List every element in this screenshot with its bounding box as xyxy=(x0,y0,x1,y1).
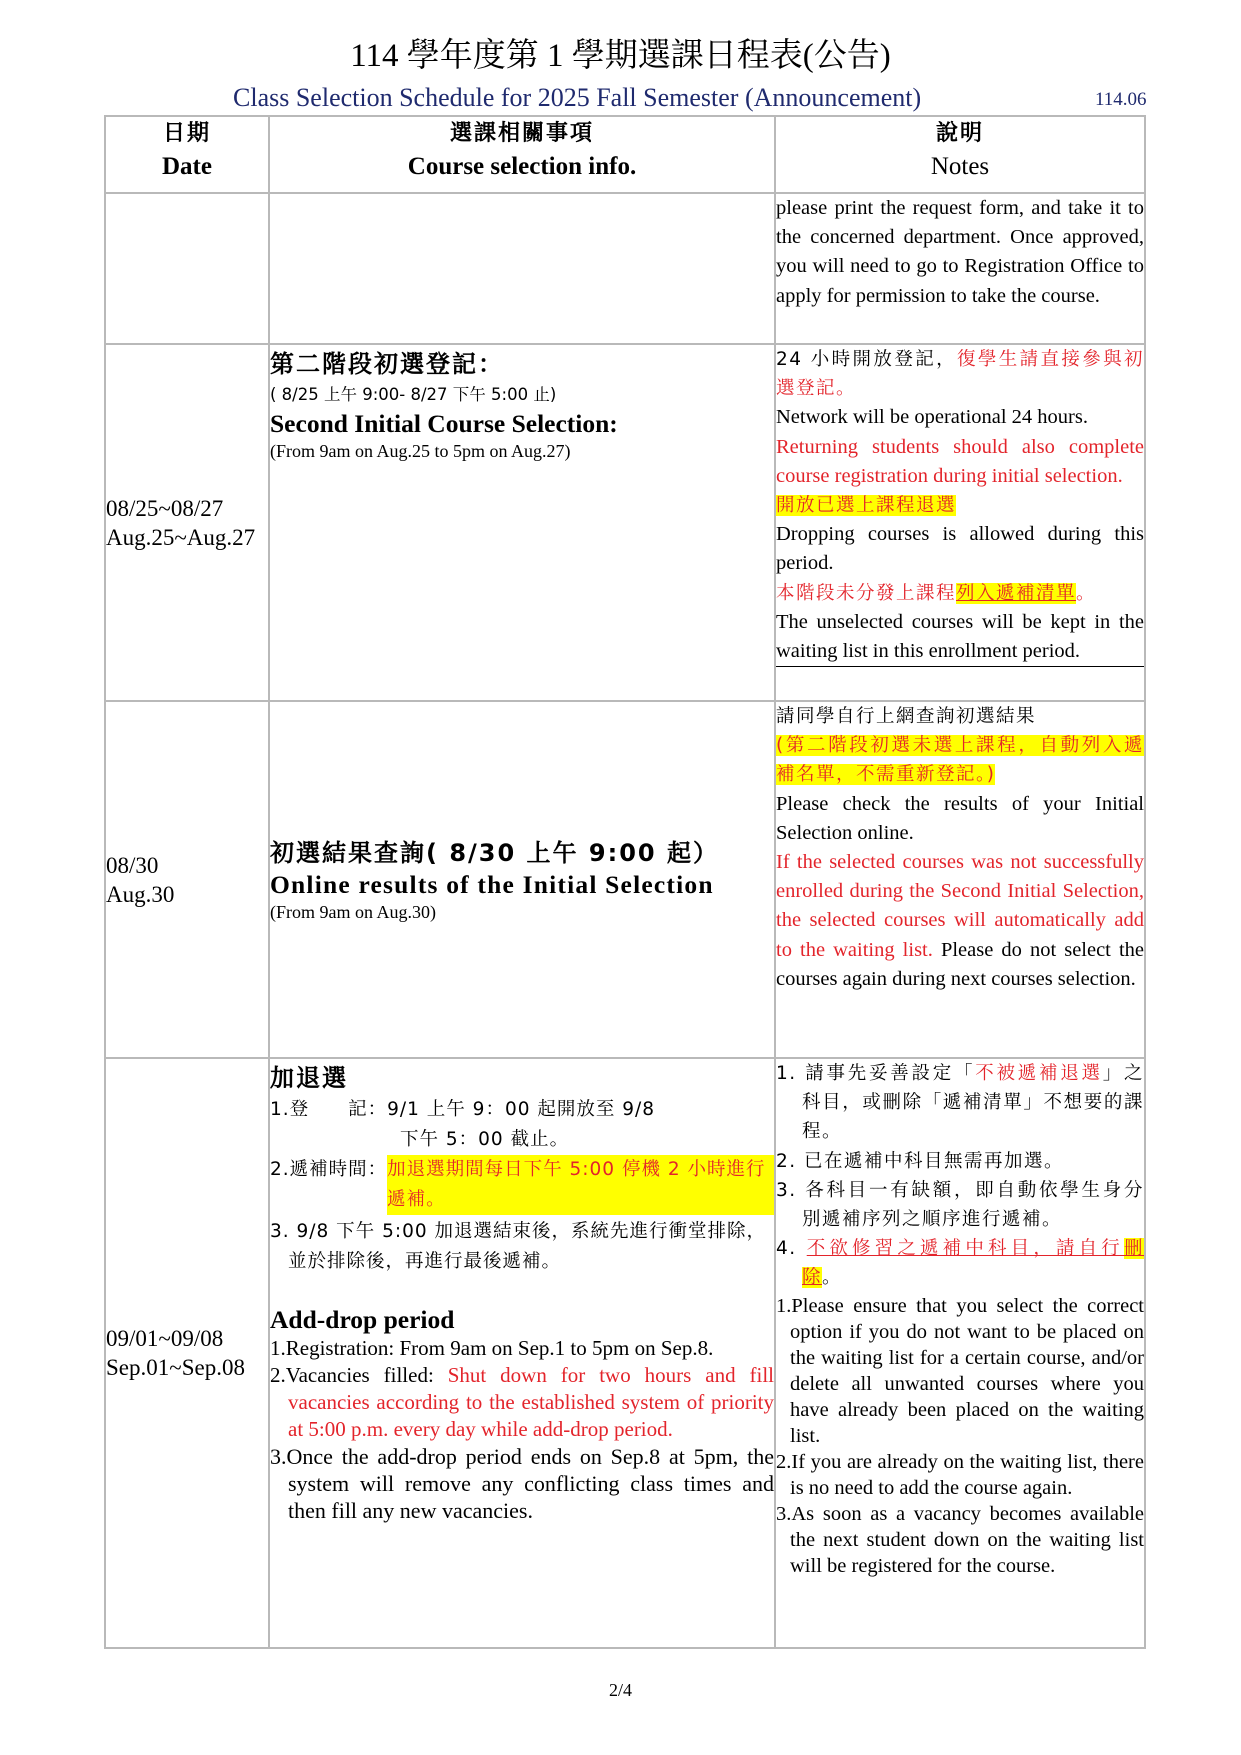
note-text: Dropping courses is allowed during this period. xyxy=(776,523,1144,575)
table-header-row xyxy=(105,116,1145,193)
schedule-table xyxy=(104,115,1146,1649)
table-row xyxy=(105,193,1145,344)
note-zh-end: 。 xyxy=(1076,582,1097,604)
info-cell xyxy=(269,1058,775,1648)
info-item-zh: 3. 9/8 下午 5:00 加退選結束後，系統先進行衝堂排除，並於排除後，再進行最後遞補。 xyxy=(270,1221,766,1272)
notes-cell xyxy=(775,1058,1145,1648)
info-time-en: (From 9am on Aug.25 to 5pm on Aug.27) xyxy=(270,441,571,461)
note-zh-red: 本階段未分發上課程 xyxy=(776,582,957,604)
date-numeric: 09/01~09/08 xyxy=(106,1326,224,1351)
note-zh: 1. 請事先妥善設定「 xyxy=(776,1063,976,1084)
header-date xyxy=(105,116,269,193)
info-title-en: Add-drop period xyxy=(270,1305,455,1334)
note-text: The unselected courses will be kept in the waiting list in this enrollment period. xyxy=(776,608,1144,667)
note-zh-highlight: (第二階段初選未選上課程，自動列入遞補名單，不需重新登記。) xyxy=(776,735,1144,786)
notes-cell xyxy=(775,344,1145,701)
note-zh-highlight: 刪除 xyxy=(802,1238,1144,1289)
notes-cell xyxy=(775,701,1145,1058)
header-date-zh: 日期 xyxy=(162,121,211,146)
info-item-en: 3.Once the add-drop period ends on Sep.8 at 5pm, the system will remove any conflicting class times and then fill any new vacancies. xyxy=(270,1444,774,1523)
page-title-zh: 114 學年度第 1 學期選課日程表(公告) xyxy=(350,38,891,74)
info-cell xyxy=(269,193,775,344)
note-zh-red: 不被遞補退選 xyxy=(975,1063,1103,1084)
info-item-zh-label: 2.遞補時間： xyxy=(270,1159,388,1180)
note-zh-highlight: 開放已選上課程退選 xyxy=(776,495,957,517)
note-zh-highlight: 列入遞補清單 xyxy=(956,582,1077,604)
header-notes-zh: 說明 xyxy=(935,121,984,146)
table-row xyxy=(105,1058,1145,1648)
info-cell xyxy=(269,344,775,701)
header-info xyxy=(269,116,775,193)
document-date: 114.06 xyxy=(1095,89,1147,110)
date-cell xyxy=(105,193,269,344)
info-item-zh: 1.登 記：9/1 上午 9：00 起開放至 9/8 xyxy=(270,1099,656,1120)
header-notes xyxy=(775,116,1145,193)
date-english: Aug.30 xyxy=(106,881,175,907)
note-text: 3.As soon as a vacancy becomes available the next student down on the waiting list will be registered for the course. xyxy=(776,1502,1144,1577)
info-item-zh: 下午 5：00 截止。 xyxy=(400,1129,570,1150)
info-item-en-red: Shut down for two hours and fill vacancies according to the established system of priority at 5:00 p.m. every day while add-drop period. xyxy=(288,1363,774,1441)
note-zh: 」之科目，或刪除「遞補清單」不想要的課程。 xyxy=(802,1063,1144,1143)
note-zh: 4. xyxy=(776,1238,807,1260)
table-row xyxy=(105,344,1145,701)
note-zh: 24 小時開放登記， xyxy=(776,349,957,370)
info-title-en: Second Initial Course Selection: xyxy=(270,409,618,438)
table-row xyxy=(105,701,1145,1058)
info-time-zh: ( 8/25 上午 9:00- 8/27 下午 5:00 止) xyxy=(270,385,557,404)
note-text: 2.If you are already on the waiting list, there is no need to add the course again. xyxy=(776,1450,1144,1499)
note-zh: 請同學自行上網查詢初選結果 xyxy=(776,706,1037,727)
info-title-zh: 第二階段初選登記： xyxy=(270,350,504,378)
date-numeric: 08/25~08/27 xyxy=(106,495,224,521)
page-number: 2/4 xyxy=(608,1680,632,1700)
info-item-zh-highlight: 加退選期間每日下午 5:00 停機 2 小時進行遞補。 xyxy=(387,1155,774,1215)
info-title-zh: 加退選 xyxy=(270,1064,348,1092)
notes-cell xyxy=(775,193,1145,344)
note-text: 1.Please ensure that you select the correct option if you do not want to be placed on the waiting list for a certain course, and/or delete all unwanted courses where you have already been placed on the waiting list. xyxy=(776,1294,1144,1447)
note-zh-red: 不欲修習之遞補中科目，請自行 xyxy=(806,1238,1124,1260)
page-title-en: Class Selection Schedule for 2025 Fall Semester (Announcement) xyxy=(233,83,922,112)
note-text-red: If the selected courses was not successfully enrolled during the Second Initial Selection, the selected courses will automatically add to the waiting list. xyxy=(776,851,1144,961)
info-time-en: (From 9am on Aug.30) xyxy=(270,901,436,922)
note-zh-end: 。 xyxy=(822,1267,843,1289)
date-english: Sep.01~Sep.08 xyxy=(106,1355,245,1380)
info-item-en-label: 2.Vacancies filled: xyxy=(270,1363,448,1387)
date-english: Aug.25~Aug.27 xyxy=(106,524,256,550)
note-zh: 2. 已在遞補中科目無需再加選。 xyxy=(776,1150,1065,1172)
info-item-en: 1.Registration: From 9am on Sep.1 to 5pm on Sep.8. xyxy=(270,1336,714,1360)
note-text: Network will be operational 24 hours. xyxy=(776,406,1088,429)
date-cell xyxy=(105,701,269,1058)
header-info-en: Course selection info. xyxy=(407,153,637,180)
note-text: Please do not select the courses again during next courses selection. xyxy=(776,938,1144,990)
date-cell xyxy=(105,1058,269,1648)
header-date-en: Date xyxy=(162,153,212,180)
date-numeric: 08/30 xyxy=(106,852,159,878)
header-notes-en: Notes xyxy=(930,153,990,180)
info-cell xyxy=(269,701,775,1058)
date-cell xyxy=(105,344,269,701)
header-info-zh: 選課相關事項 xyxy=(449,121,594,146)
info-title-en: Online results of the Initial Selection xyxy=(270,869,714,899)
notes-text: please print the request form, and take it to the concerned department. Once approved, you will need to go to Registration Office to apply for permission to take the course. xyxy=(776,197,1144,307)
note-zh-red: 復學生請直接參與初選登記。 xyxy=(776,349,1144,400)
info-title-zh: 初選結果查詢( 8/30 上午 9:00 起） xyxy=(270,838,719,867)
note-text-red: Returning students should also complete course registration during initial selection. xyxy=(776,435,1144,487)
note-zh: 3. 各科目一有缺額，即自動依學生身分別遞補序列之順序進行遞補。 xyxy=(776,1179,1144,1231)
note-text: Please check the results of your Initial Selection online. xyxy=(776,792,1144,844)
